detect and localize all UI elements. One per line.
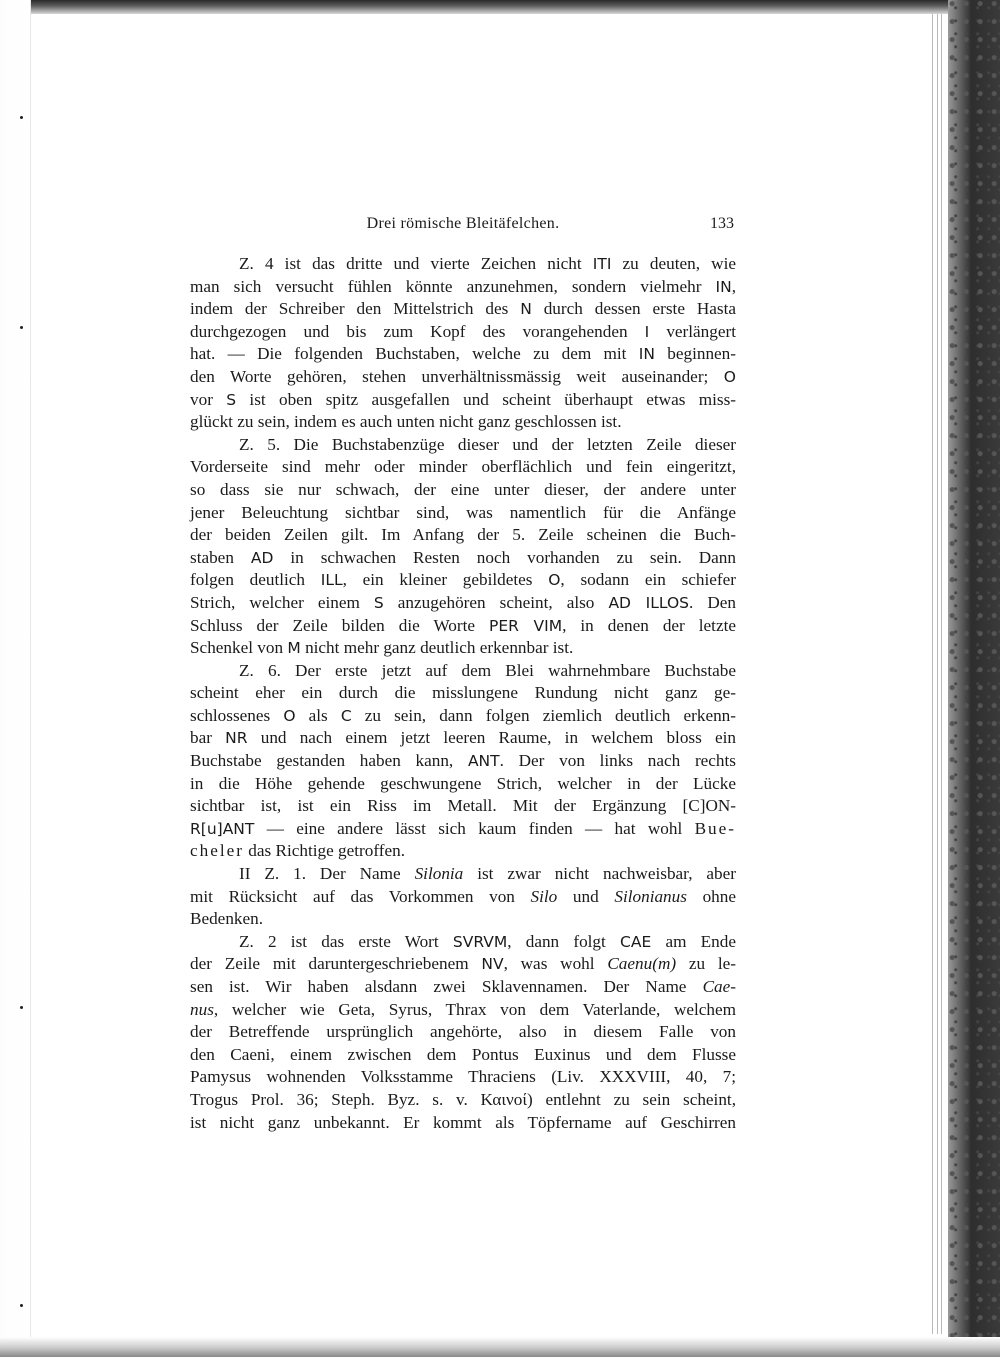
- text-line: indem der Schreiber den Mittelstrich des N durch dessen erste Hasta: [190, 299, 736, 319]
- text-line: jener Beleuchtung sichtbar sind, was namentlich für die Anfänge: [190, 502, 736, 522]
- page-edge-line: [941, 14, 942, 1334]
- text-line: II Z. 1. Der Name Silonia ist zwar nicht nachweisbar, aber: [239, 864, 736, 884]
- text-line: man sich versucht fühlen könnte anzunehmen, sondern vielmehr IN,: [190, 276, 736, 296]
- text-line: Z. 4 ist das dritte und vierte Zeichen nicht ITI zu deuten, wie: [239, 254, 737, 273]
- text-line: hat. — Die folgenden Buchstaben, welche zu dem mit IN beginnen-: [190, 344, 736, 364]
- text-line: Z. 2 ist das erste Wort SVRVM, dann folgt CAE am Ende: [239, 931, 736, 951]
- page-number: 133: [710, 215, 734, 232]
- text-line: der beiden Zeilen gilt. Im Anfang der 5. Zeile scheinen die Buch-: [190, 525, 736, 545]
- text-line: den Caeni, einem zwischen dem Pontus Euxinus und dem Flusse: [190, 1044, 736, 1064]
- text-line: Schluss der Zeile bilden die Worte PER VIM, in denen der letzte: [190, 615, 736, 635]
- text-line: cheler das Richtige getroffen.: [190, 841, 405, 861]
- page-edge-line: [937, 14, 938, 1334]
- scan-speck: [20, 1304, 23, 1307]
- text-line: der Zeile mit daruntergeschriebenem NV, was wohl Caenu(m) zu le-: [190, 954, 737, 974]
- text-line: vor S ist oben spitz ausgefallen und scheint überhaupt etwas miss-: [190, 389, 736, 409]
- text-line: nus, welcher wie Geta, Syrus, Thrax von dem Vaterlande, welchem: [190, 999, 736, 1019]
- text-line: Z. 6. Der erste jetzt auf dem Blei wahrnehmbare Buchstabe: [239, 660, 736, 680]
- text-line: durchgezogen und bis zum Kopf des vorangehenden I verlängert: [190, 321, 736, 341]
- text-line: so dass sie nur schwach, der eine unter dieser, der andere unter: [190, 479, 736, 499]
- scan-speck: [20, 116, 23, 119]
- text-line: Trogus Prol. 36; Steph. Byz. s. v. Καινοί) entlehnt zu sein scheint,: [190, 1089, 736, 1109]
- text-line: Z. 5. Die Buchstabenzüge dieser und der letzten Zeile dieser: [239, 434, 736, 454]
- text-line: scheint eher ein durch die misslungene Rundung nicht ganz ge-: [190, 683, 736, 703]
- scan-left-margin: [0, 0, 31, 1357]
- text-line: glückt zu sein, indem es auch unten nicht ganz geschlossen ist.: [190, 412, 622, 432]
- text-line: Vorderseite sind mehr oder minder oberflächlich und fein eingeritzt,: [190, 457, 736, 477]
- scan-top-edge: [0, 0, 1000, 14]
- text-line: R[u]ANT — eine andere lässt sich kaum finden — hat wohl Bue-: [190, 818, 736, 838]
- text-line: bar NR und nach einem jetzt leeren Raume, in welchem bloss ein: [190, 728, 736, 748]
- text-line: den Worte gehören, stehen unverhältnissmässig weit auseinander; O: [190, 366, 736, 386]
- scan-speck: [20, 326, 23, 329]
- text-line: schlossenes O als C zu sein, dann folgen ziemlich deutlich erkenn-: [190, 705, 736, 725]
- text-line: Schenkel von M nicht mehr ganz deutlich erkennbar ist.: [190, 638, 574, 658]
- text-line: folgen deutlich ILL, ein kleiner gebildetes O, sodann ein schiefer: [190, 570, 736, 590]
- text-line: mit Rücksicht auf das Vorkommen von Silo und Silonianus ohne: [190, 886, 736, 906]
- scan-speck: [20, 1006, 23, 1009]
- running-title: Drei römische Bleitäfelchen.: [366, 215, 560, 232]
- running-head: [190, 215, 736, 239]
- scan-right-binding-edge: [948, 0, 1000, 1357]
- text-line: in die Höhe gehende geschwungene Strich, welcher in der Lücke: [190, 773, 736, 793]
- text-line: Bedenken.: [190, 909, 264, 929]
- text-line: staben AD in schwachen Resten noch vorhanden zu sein. Dann: [190, 547, 736, 567]
- text-line: sen ist. Wir haben alsdann zwei Sklavennamen. Der Name Cae-: [190, 977, 736, 996]
- scan-bottom-edge: [0, 1337, 1000, 1357]
- text-line: Strich, welcher einem S anzugehören scheint, also AD ILLOS. Den: [190, 592, 737, 612]
- text-line: der Betreffende ursprünglich angehörte, also in diesem Falle von: [190, 1022, 736, 1042]
- page-body-text: [190, 253, 736, 1134]
- text-line: Pamysus wohnenden Volksstamme Thraciens (Liv. XXXVIII, 40, 7;: [190, 1067, 736, 1087]
- text-line: Buchstabe gestanden haben kann, ANT. Der von links nach rechts: [190, 751, 736, 771]
- text-line: ist nicht ganz unbekannt. Er kommt als Töpfername auf Geschirren: [190, 1112, 736, 1132]
- page-edge-line: [932, 14, 933, 1334]
- text-line: sichtbar ist, ist ein Riss im Metall. Mit der Ergänzung [C]ON-: [190, 796, 736, 816]
